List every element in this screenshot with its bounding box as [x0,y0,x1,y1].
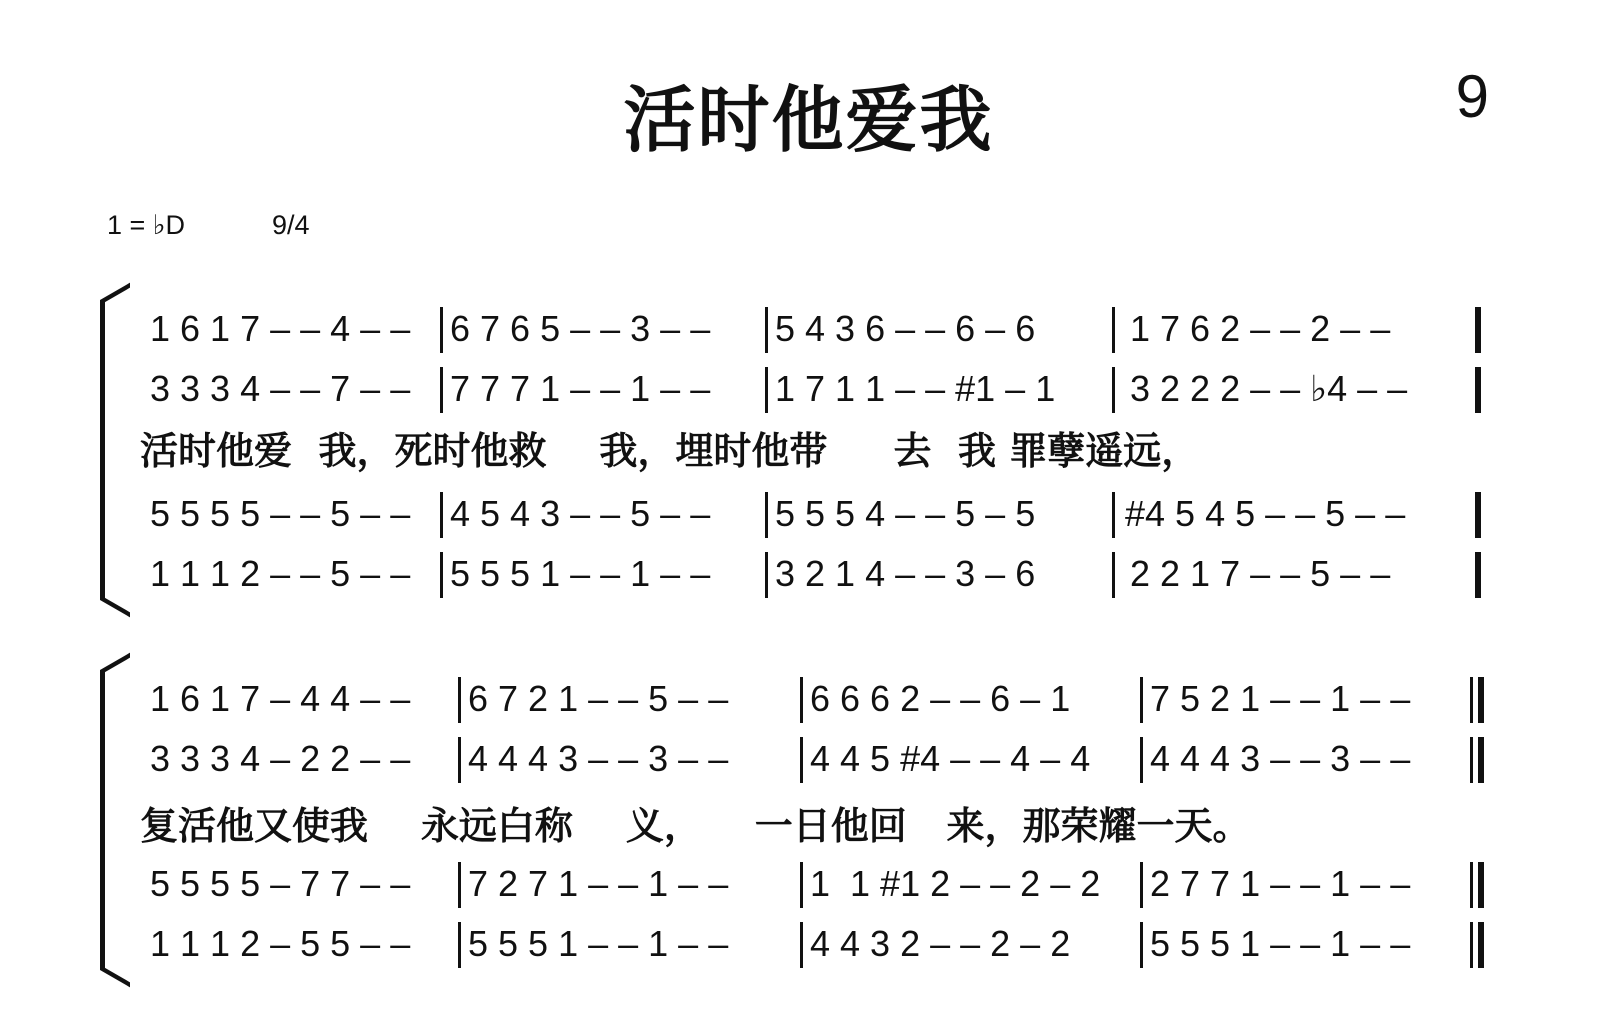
measure: 6 7 6 5 – – 3 – – [450,308,711,349]
measure: 5 5 5 1 – – 1 – – [450,553,711,594]
barline [800,862,803,908]
measure: 4 4 3 2 – – 2 – 2 [810,923,1071,964]
measure: 6 6 6 2 – – 6 – 1 [810,678,1071,719]
score-system-1 [100,300,1540,600]
staff-line-alto [140,735,1540,783]
lyrics-line: 复活他又使我 永远白称 义， 一日他回 来，那荣耀一天。 [140,803,1251,848]
barline [765,307,768,353]
barline [1475,552,1481,598]
barline [440,552,443,598]
measure: 5 5 5 5 – – 5 – – [150,493,411,534]
measure: 1 1 1 2 – 5 5 – – [150,923,411,964]
barline [800,677,803,723]
measure: 1 1 1 2 – – 5 – – [150,553,411,594]
staff-line-tenor [140,490,1540,538]
barline [440,492,443,538]
measure: 2 7 7 1 – – 1 – – [1150,863,1411,904]
measure: 4 4 5 #4 – – 4 – 4 [810,738,1091,779]
measure: 1 7 1 1 – – #1 – 1 [775,368,1056,409]
barline [440,307,443,353]
barline [458,922,461,968]
measure: 3 2 1 4 – – 3 – 6 [775,553,1036,594]
barline [1140,862,1143,908]
measure: 5 4 3 6 – – 6 – 6 [775,308,1036,349]
barline [1475,492,1481,538]
staff-line-bass [140,920,1540,968]
barline [1112,492,1115,538]
barline [1140,677,1143,723]
measure: 7 5 2 1 – – 1 – – [1150,678,1411,719]
measure: 5 5 5 1 – – 1 – – [468,923,729,964]
barline [1475,367,1481,413]
key-signature: 1 = ♭D [107,210,186,240]
barline [458,737,461,783]
measure: 6 7 2 1 – – 5 – – [468,678,729,719]
page-number: 9 [1455,63,1489,130]
barline [1475,307,1481,353]
measure: 1 1 #1 2 – – 2 – 2 [810,863,1101,904]
measure: 1 6 1 7 – – 4 – – [150,308,411,349]
measure: #4 5 4 5 – – 5 – – [1125,493,1406,534]
lyrics-line: 活时他爱 我，死时他救 我，埋时他带 去 我 罪孽遥远， [140,428,1200,473]
barline [1112,552,1115,598]
measure: 4 5 4 3 – – 5 – – [450,493,711,534]
measure: 4 4 4 3 – – 3 – – [1150,738,1411,779]
measure: 5 5 5 4 – – 5 – 5 [775,493,1036,534]
measure: 3 3 3 4 – – 7 – – [150,368,411,409]
song-title: 活时他爱我 [623,77,994,162]
barline [800,922,803,968]
barline [458,677,461,723]
barline [765,492,768,538]
staff-line-alto [140,365,1540,413]
score-system-2 [100,670,1540,970]
measure: 4 4 4 3 – – 3 – – [468,738,729,779]
barline [765,367,768,413]
system-bracket [100,670,131,970]
barline [1140,737,1143,783]
measure: 3 2 2 2 – – ♭4 – – [1130,368,1408,409]
measure: 1 7 6 2 – – 2 – – [1130,308,1391,349]
measure: 7 7 7 1 – – 1 – – [450,368,711,409]
barline [440,367,443,413]
barline [1140,922,1143,968]
barline [1112,367,1115,413]
barline [1112,307,1115,353]
staff-line-tenor [140,860,1540,908]
barline [800,737,803,783]
system-bracket [100,300,131,600]
barline [765,552,768,598]
measure: 5 5 5 1 – – 1 – – [1150,923,1411,964]
staff-line-soprano [140,305,1540,353]
barline [458,862,461,908]
time-signature: 9/4 [272,210,310,240]
final-barline [1470,677,1473,723]
measure: 3 3 3 4 – 2 2 – – [150,738,411,779]
staff-line-soprano [140,675,1540,723]
measure: 5 5 5 5 – 7 7 – – [150,863,411,904]
measure: 1 6 1 7 – 4 4 – – [150,678,411,719]
measure: 7 2 7 1 – – 1 – – [468,863,729,904]
staff-line-bass [140,550,1540,598]
final-barline [1470,862,1473,908]
final-barline [1470,922,1473,968]
measure: 2 2 1 7 – – 5 – – [1130,553,1391,594]
final-barline [1470,737,1473,783]
